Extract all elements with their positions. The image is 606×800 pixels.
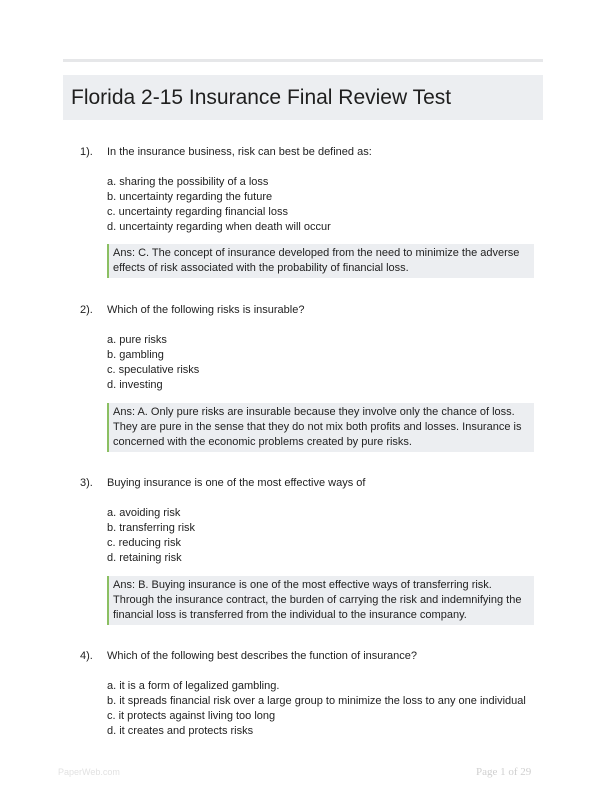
option-b: b. it spreads financial risk over a large group to minimize the loss to any one individual (107, 695, 526, 707)
page-title: Florida 2-15 Insurance Final Review Test (71, 86, 452, 109)
option-list (107, 679, 537, 739)
option-list (107, 506, 537, 566)
question-number: 1). (80, 146, 93, 158)
page-indicator: Page 1 of 29 (476, 766, 532, 778)
question-number: 2). (80, 304, 93, 316)
question-text: Which of the following best describes the function of insurance? (107, 650, 418, 662)
option-a: a. it is a form of legalized gambling. (107, 680, 280, 692)
question-number: 4). (80, 650, 93, 662)
option-d: d. retaining risk (107, 552, 182, 564)
option-d: d. it creates and protects risks (107, 725, 254, 737)
question-text: In the insurance business, risk can best be defined as: (107, 146, 372, 158)
title-banner (63, 75, 543, 120)
answer-box: Ans: C. The concept of insurance developed from the need to minimize the adverse effects of risk associated with the probability of financial loss. (107, 244, 534, 278)
footer-watermark: PaperWeb.com (58, 767, 120, 777)
option-c: c. uncertainty regarding financial loss (107, 206, 288, 218)
option-a: a. avoiding risk (107, 507, 181, 519)
option-b: b. gambling (107, 349, 164, 361)
option-d: d. uncertainty regarding when death will occur (107, 221, 331, 233)
option-b: b. uncertainty regarding the future (107, 191, 273, 203)
option-c: c. reducing risk (107, 537, 181, 549)
option-c: c. it protects against living too long (107, 710, 276, 722)
answer-box: Ans: A. Only pure risks are insurable because they involve only the chance of loss. They are pure in the sense that they do not mix both profits and losses. Insurance is concerned with the economic problems created by pure risks. (107, 403, 534, 452)
option-b: b. transferring risk (107, 522, 196, 534)
option-list (107, 175, 537, 235)
answer-box: Ans: B. Buying insurance is one of the most effective ways of transferring risk. Through the insurance contract, the burden of carrying the risk and indemnifying the financial loss is transferred from the individual to the insurance company. (107, 576, 534, 625)
top-divider (63, 59, 543, 62)
question-text: Buying insurance is one of the most effective ways of (107, 477, 366, 489)
option-list (107, 333, 537, 393)
option-d: d. investing (107, 379, 163, 391)
option-a: a. pure risks (107, 334, 167, 346)
option-a: a. sharing the possibility of a loss (107, 176, 269, 188)
question-number: 3). (80, 477, 93, 489)
question-text: Which of the following risks is insurable? (107, 304, 305, 316)
option-c: c. speculative risks (107, 364, 200, 376)
